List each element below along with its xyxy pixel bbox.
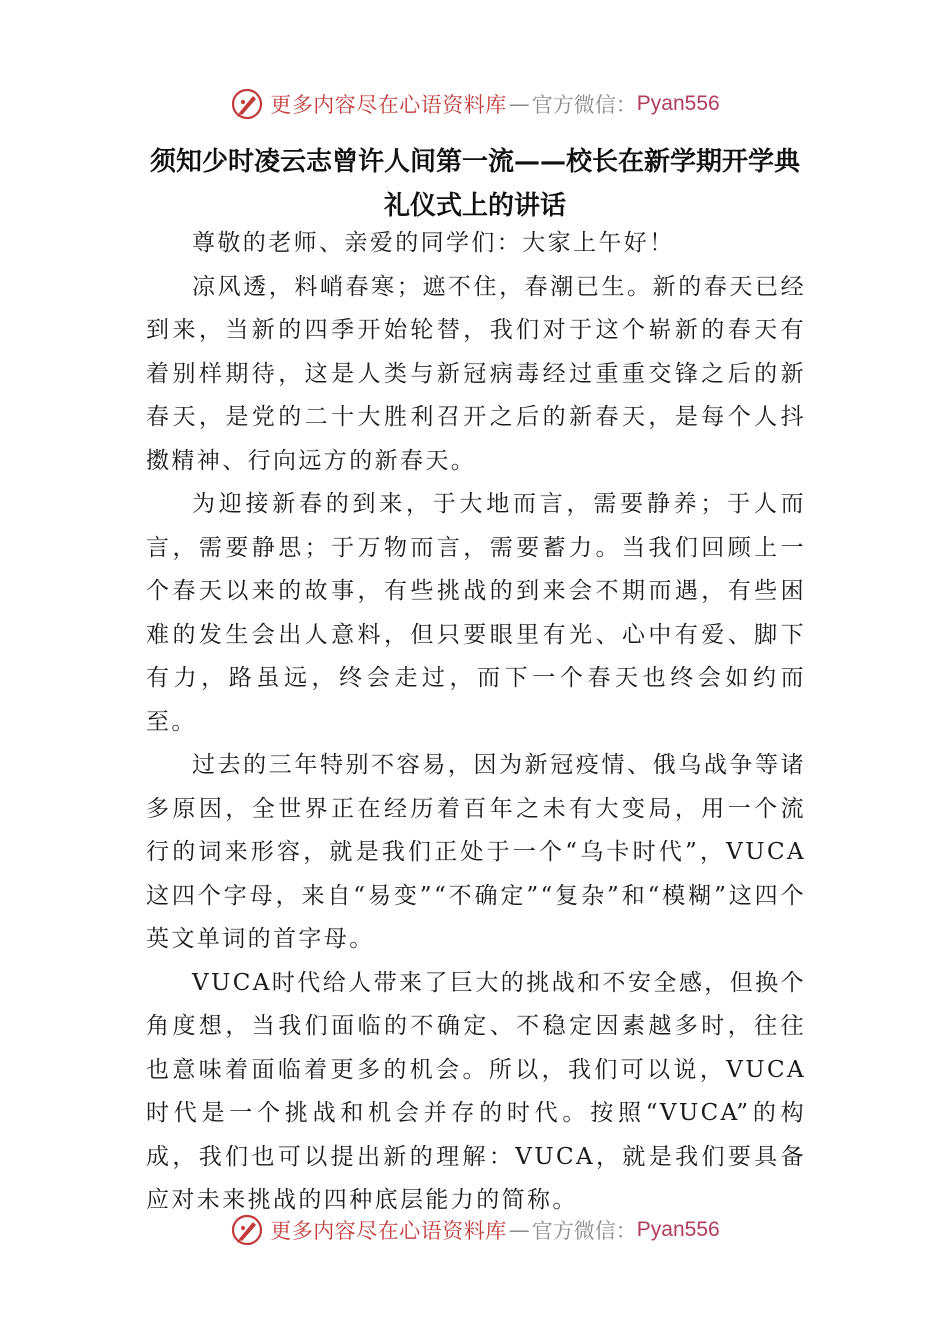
banner-wechat-label: 官方微信：	[531, 1219, 637, 1243]
paragraph: VUCA时代给人带来了巨大的挑战和不安全感，但换个角度想，当我们面临的不确定、不稳定因素越多时，往往也意味着面临着更多的机会。所以，我们可以说，VUCA时代是一个挑战和机会并存的时代。按照“VUCA”的构成，我们也可以提出新的理解：VUCA，就是我们要具备应对未来挑战的四种底层能力的简称。	[146, 969, 806, 1213]
document-title-line-2: 礼仪式上的讲话	[383, 191, 566, 221]
banner-wechat-id: Pyan556	[636, 1218, 720, 1241]
banner-dash: —	[508, 1218, 530, 1242]
header-banner	[0, 82, 950, 126]
paragraph-greeting: 尊敬的老师、亲爱的同学们：大家上午好！	[192, 230, 675, 256]
pen-logo-icon	[230, 87, 264, 121]
footer-banner	[0, 1208, 950, 1252]
pen-logo-icon	[230, 1213, 264, 1247]
document-body	[146, 222, 806, 1223]
paragraph: 为迎接新春的到来，于大地而言，需要静养；于人而言，需要静思；于万物而言，需要蓄力。当我们回顾上一个春天以来的故事，有些挑战的到来会不期而遇，有些困难的发生会出人意料，但只要眼里有光、心中有爱、脚下有力，路虽远，终会走过，而下一个春天也终会如约而至。	[146, 491, 806, 735]
banner-dash: —	[508, 92, 530, 116]
document-title-line-1: 须知少时凌云志曾许人间第一流——校长在新学期开学典	[149, 147, 800, 177]
banner-text: 更多内容尽在心语资料库	[270, 93, 507, 117]
banner-wechat-label: 官方微信：	[531, 93, 637, 117]
paragraph: 过去的三年特别不容易，因为新冠疫情、俄乌战争等诸多原因，全世界正在经历着百年之未有大变局，用一个流行的词来形容，就是我们正处于一个“乌卡时代”，VUCA这四个字母，来自“易变”“不确定”“复杂”和“模糊”这四个英文单词的首字母。	[146, 752, 806, 952]
banner-text: 更多内容尽在心语资料库	[270, 1219, 507, 1243]
banner-wechat-id: Pyan556	[636, 92, 720, 115]
paragraph: 凉风透，料峭春寒；遮不住，春潮已生。新的春天已经到来，当新的四季开始轮替，我们对于这个崭新的春天有着别样期待，这是人类与新冠病毒经过重重交锋之后的新春天，是党的二十大胜利召开之后的新春天，是每个人抖擞精神、行向远方的新春天。	[146, 273, 806, 474]
